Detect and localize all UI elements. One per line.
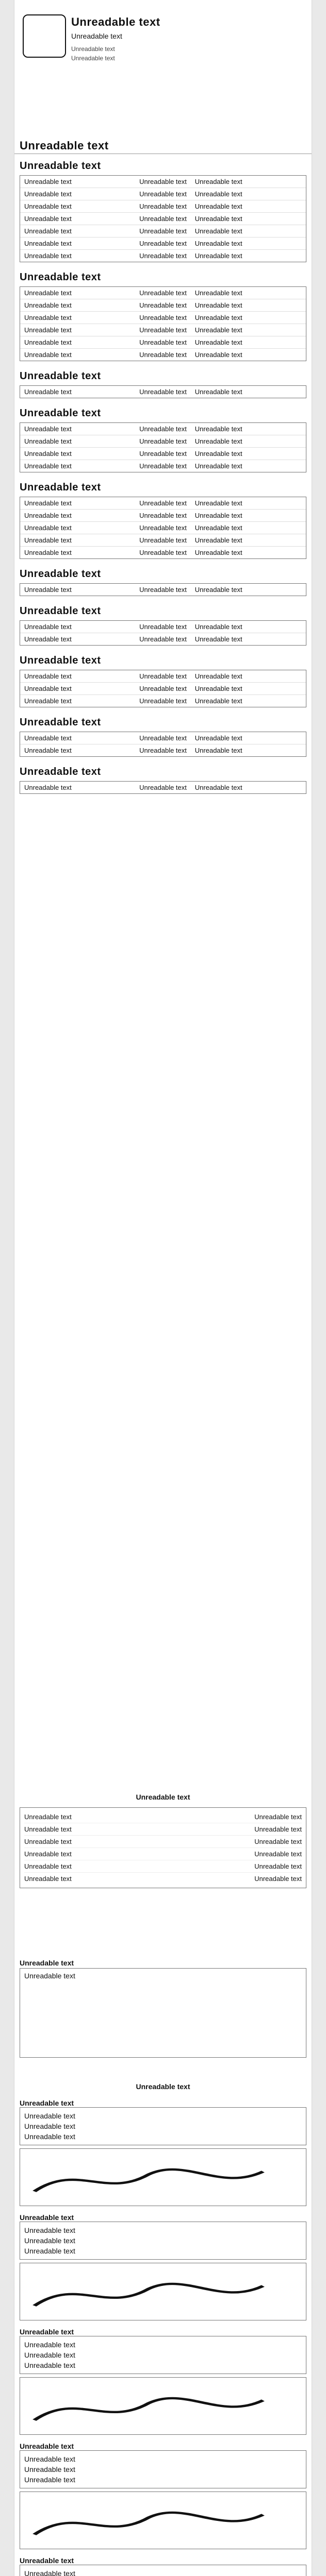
result-cell: Unreadable text: [194, 338, 242, 346]
result-cell: Unreadable text: [24, 388, 72, 396]
result-row: [20, 782, 306, 793]
member-card: [14, 2099, 312, 2206]
member-line: Unreadable text: [24, 2476, 75, 2484]
result-row: [20, 386, 306, 398]
member-line: Unreadable text: [24, 2351, 75, 2359]
header-line-1: Unreadable text: [71, 45, 115, 53]
result-cell: Unreadable text: [139, 178, 187, 185]
member-line: Unreadable text: [24, 2122, 75, 2130]
member-line: Unreadable text: [24, 2569, 75, 2576]
result-row: [20, 237, 306, 249]
result-cell: Unreadable text: [194, 462, 242, 470]
result-cell: Unreadable text: [139, 635, 187, 643]
result-cell: Unreadable text: [194, 202, 242, 210]
summary-table: [20, 1807, 306, 1888]
result-cell: Unreadable text: [24, 227, 72, 235]
result-cell: Unreadable text: [194, 252, 242, 260]
result-row: [20, 212, 306, 225]
result-cell: Unreadable text: [139, 289, 187, 297]
result-cell: Unreadable text: [139, 437, 187, 445]
result-cell: Unreadable text: [24, 784, 72, 791]
result-row: [20, 299, 306, 311]
result-cell: Unreadable text: [24, 524, 72, 532]
result-cell: Unreadable text: [139, 524, 187, 532]
result-cell: Unreadable text: [194, 747, 242, 754]
result-cell: Unreadable text: [194, 697, 242, 705]
result-row: [20, 546, 306, 558]
summary-value: Unreadable text: [254, 1862, 302, 1870]
result-cell: Unreadable text: [194, 227, 242, 235]
member-role: Unreadable text: [20, 2328, 74, 2336]
result-section-table: [20, 670, 306, 707]
summary-value: Unreadable text: [254, 1813, 302, 1821]
result-row: [20, 435, 306, 447]
result-row: [20, 694, 306, 707]
result-cell: Unreadable text: [24, 635, 72, 643]
result-row: [20, 423, 306, 435]
result-section-table: [20, 732, 306, 757]
result-cell: Unreadable text: [139, 190, 187, 198]
result-section: [14, 562, 312, 599]
header-subtitle: Unreadable text: [71, 32, 122, 40]
member-fields: [20, 2222, 306, 2260]
summary-row: [24, 1811, 302, 1823]
result-cell: Unreadable text: [24, 462, 72, 470]
result-cell: Unreadable text: [24, 747, 72, 754]
signature: [20, 2492, 306, 2549]
notes-text: Unreadable text: [24, 1972, 75, 1980]
result-cell: Unreadable text: [24, 697, 72, 705]
result-cell: Unreadable text: [139, 351, 187, 359]
member-fields: [20, 2107, 306, 2145]
result-cell: Unreadable text: [24, 351, 72, 359]
result-row: [20, 584, 306, 596]
member-line: Unreadable text: [24, 2361, 75, 2369]
result-cell: Unreadable text: [139, 301, 187, 309]
result-cell: Unreadable text: [24, 536, 72, 544]
member-card: [14, 2442, 312, 2549]
result-section-table: [20, 422, 306, 472]
result-cell: Unreadable text: [139, 697, 187, 705]
result-cell: Unreadable text: [139, 672, 187, 680]
result-section: [14, 599, 312, 649]
result-row: [20, 732, 306, 744]
result-cell: Unreadable text: [139, 685, 187, 692]
result-section: [14, 760, 312, 797]
result-row: [20, 521, 306, 534]
result-cell: Unreadable text: [24, 685, 72, 692]
result-cell: Unreadable text: [139, 549, 187, 556]
result-cell: Unreadable text: [139, 536, 187, 544]
result-cell: Unreadable text: [24, 314, 72, 321]
result-section-title: Unreadable text: [20, 766, 101, 777]
member-fields: [20, 2565, 306, 2576]
result-row: [20, 670, 306, 682]
result-cell: Unreadable text: [194, 586, 242, 594]
member-role: Unreadable text: [20, 2213, 74, 2222]
summary-row: [24, 1835, 302, 1848]
summary-row: [24, 1848, 302, 1860]
result-cell: Unreadable text: [194, 289, 242, 297]
result-section-title: Unreadable text: [20, 272, 101, 283]
result-cell: Unreadable text: [139, 425, 187, 433]
result-section: [14, 476, 312, 562]
result-section-table: [20, 583, 306, 596]
notes-label-row: [14, 1958, 312, 1968]
result-cell: Unreadable text: [139, 450, 187, 457]
header-text: [71, 15, 303, 62]
member-line: Unreadable text: [24, 2247, 75, 2255]
result-cell: Unreadable text: [194, 351, 242, 359]
result-cell: Unreadable text: [194, 734, 242, 742]
result-section-title: Unreadable text: [20, 160, 101, 172]
summary-label: Unreadable text: [24, 1875, 72, 1883]
signature: [20, 2263, 306, 2320]
result-cell: Unreadable text: [139, 240, 187, 247]
summary-value: Unreadable text: [254, 1875, 302, 1883]
result-cell: Unreadable text: [24, 326, 72, 334]
notes-label: Unreadable text: [20, 1959, 74, 1967]
result-cell: Unreadable text: [194, 524, 242, 532]
header-title: Unreadable text: [71, 15, 160, 28]
result-cell: Unreadable text: [139, 215, 187, 223]
summary-value: Unreadable text: [254, 1838, 302, 1845]
result-row: [20, 324, 306, 336]
result-row: [20, 682, 306, 694]
result-cell: Unreadable text: [194, 314, 242, 321]
result-section-title: Unreadable text: [20, 605, 101, 617]
result-cell: Unreadable text: [24, 437, 72, 445]
result-row: [20, 176, 306, 188]
result-cell: Unreadable text: [194, 512, 242, 519]
summary: [14, 1788, 312, 1953]
result-section-title: Unreadable text: [20, 408, 101, 419]
result-section-title: Unreadable text: [20, 717, 101, 728]
result-cell: Unreadable text: [24, 240, 72, 247]
result-row: [20, 336, 306, 348]
header-line-2: Unreadable text: [71, 55, 115, 62]
result-cell: Unreadable text: [194, 450, 242, 457]
result-cell: Unreadable text: [139, 326, 187, 334]
result-cell: Unreadable text: [139, 252, 187, 260]
summary-value: Unreadable text: [254, 1850, 302, 1858]
result-cell: Unreadable text: [24, 586, 72, 594]
member-line: Unreadable text: [24, 2455, 75, 2463]
result-cell: Unreadable text: [24, 499, 72, 507]
member-line: Unreadable text: [24, 2236, 75, 2245]
result-section: [14, 649, 312, 710]
notes: [14, 1958, 312, 2071]
result-row: [20, 348, 306, 361]
member-role: Unreadable text: [20, 2099, 74, 2107]
results-title: Unreadable text: [20, 139, 109, 152]
member-card: [14, 2328, 312, 2435]
result-cell: Unreadable text: [139, 499, 187, 507]
member-fields: [20, 2450, 306, 2488]
result-row: [20, 633, 306, 645]
result-row: [20, 225, 306, 237]
result-section: [14, 265, 312, 364]
result-cell: Unreadable text: [139, 512, 187, 519]
result-row: [20, 460, 306, 472]
member-line: Unreadable text: [24, 2132, 75, 2141]
summary-title-row: [14, 1788, 312, 1802]
result-cell: Unreadable text: [24, 252, 72, 260]
member-line: Unreadable text: [24, 2341, 75, 2349]
result-cell: Unreadable text: [194, 425, 242, 433]
result-cell: Unreadable text: [194, 388, 242, 396]
summary-row: [24, 1823, 302, 1835]
summary-label: Unreadable text: [24, 1813, 72, 1821]
result-cell: Unreadable text: [194, 190, 242, 198]
result-cell: Unreadable text: [139, 734, 187, 742]
result-cell: Unreadable text: [139, 784, 187, 791]
result-cell: Unreadable text: [139, 202, 187, 210]
notes-box: [20, 1968, 306, 2058]
result-row: [20, 311, 306, 324]
signature: [20, 2148, 306, 2206]
member-line: Unreadable text: [24, 2465, 75, 2473]
result-section-title: Unreadable text: [20, 655, 101, 666]
signature: [20, 2377, 306, 2435]
result-cell: Unreadable text: [194, 635, 242, 643]
result-cell: Unreadable text: [194, 536, 242, 544]
summary-label: Unreadable text: [24, 1838, 72, 1845]
member-role: Unreadable text: [20, 2556, 74, 2565]
result-row: [20, 509, 306, 521]
result-cell: Unreadable text: [24, 215, 72, 223]
result-cell: Unreadable text: [24, 512, 72, 519]
result-cell: Unreadable text: [24, 450, 72, 457]
result-row: [20, 287, 306, 299]
result-cell: Unreadable text: [24, 301, 72, 309]
summary-label: Unreadable text: [24, 1850, 72, 1858]
member-fields: [20, 2336, 306, 2374]
result-section-title: Unreadable text: [20, 482, 101, 493]
summary-row: [24, 1872, 302, 1885]
summary-label: Unreadable text: [24, 1862, 72, 1870]
result-row: [20, 534, 306, 546]
member-line: Unreadable text: [24, 2112, 75, 2120]
result-cell: Unreadable text: [194, 672, 242, 680]
logo: [23, 14, 66, 58]
result-section: [14, 154, 312, 265]
result-cell: Unreadable text: [24, 178, 72, 185]
result-section: [14, 364, 312, 401]
result-cell: Unreadable text: [24, 549, 72, 556]
result-cell: Unreadable text: [139, 227, 187, 235]
summary-value: Unreadable text: [254, 1825, 302, 1833]
result-cell: Unreadable text: [194, 437, 242, 445]
results-title-row: [14, 134, 312, 154]
result-cell: Unreadable text: [194, 178, 242, 185]
member-card: [14, 2556, 312, 2576]
result-section-table: [20, 620, 306, 646]
result-cell: Unreadable text: [139, 747, 187, 754]
result-section-table: [20, 385, 306, 398]
results-tables: [14, 134, 312, 1772]
result-cell: Unreadable text: [24, 190, 72, 198]
result-cell: Unreadable text: [139, 586, 187, 594]
result-row: [20, 188, 306, 200]
result-cell: Unreadable text: [24, 289, 72, 297]
result-cell: Unreadable text: [24, 672, 72, 680]
result-cell: Unreadable text: [139, 462, 187, 470]
result-cell: Unreadable text: [194, 215, 242, 223]
result-cell: Unreadable text: [139, 388, 187, 396]
summary-row: [24, 1860, 302, 1872]
result-cell: Unreadable text: [139, 623, 187, 631]
member-card: [14, 2213, 312, 2320]
result-row: [20, 621, 306, 633]
result-section-title: Unreadable text: [20, 370, 101, 382]
result-cell: Unreadable text: [194, 301, 242, 309]
result-cell: Unreadable text: [194, 784, 242, 791]
result-cell: Unreadable text: [139, 314, 187, 321]
result-section-table: [20, 781, 306, 794]
result-cell: Unreadable text: [194, 499, 242, 507]
result-cell: Unreadable text: [24, 202, 72, 210]
document-sheet: [14, 0, 312, 2576]
members-title: Unreadable text: [136, 2082, 190, 2091]
summary-title: Unreadable text: [136, 1793, 190, 1801]
result-cell: Unreadable text: [194, 549, 242, 556]
result-row: [20, 744, 306, 756]
header: [14, 10, 312, 124]
member-line: Unreadable text: [24, 2226, 75, 2234]
result-cell: Unreadable text: [24, 623, 72, 631]
result-cell: Unreadable text: [24, 734, 72, 742]
result-section: [14, 401, 312, 476]
members-title-row: [14, 2081, 312, 2092]
result-cell: Unreadable text: [139, 338, 187, 346]
result-cell: Unreadable text: [24, 425, 72, 433]
result-section-title: Unreadable text: [20, 568, 101, 580]
result-row: [20, 200, 306, 212]
result-cell: Unreadable text: [194, 326, 242, 334]
result-section-table: [20, 175, 306, 262]
result-cell: Unreadable text: [194, 685, 242, 692]
result-row: [20, 447, 306, 460]
members: [14, 2081, 312, 2576]
result-cell: Unreadable text: [24, 338, 72, 346]
result-section-table: [20, 497, 306, 559]
result-row: [20, 249, 306, 262]
member-role: Unreadable text: [20, 2442, 74, 2450]
result-row: [20, 497, 306, 509]
result-cell: Unreadable text: [194, 240, 242, 247]
result-section-table: [20, 286, 306, 361]
result-section: [14, 710, 312, 760]
summary-label: Unreadable text: [24, 1825, 72, 1833]
result-cell: Unreadable text: [194, 623, 242, 631]
